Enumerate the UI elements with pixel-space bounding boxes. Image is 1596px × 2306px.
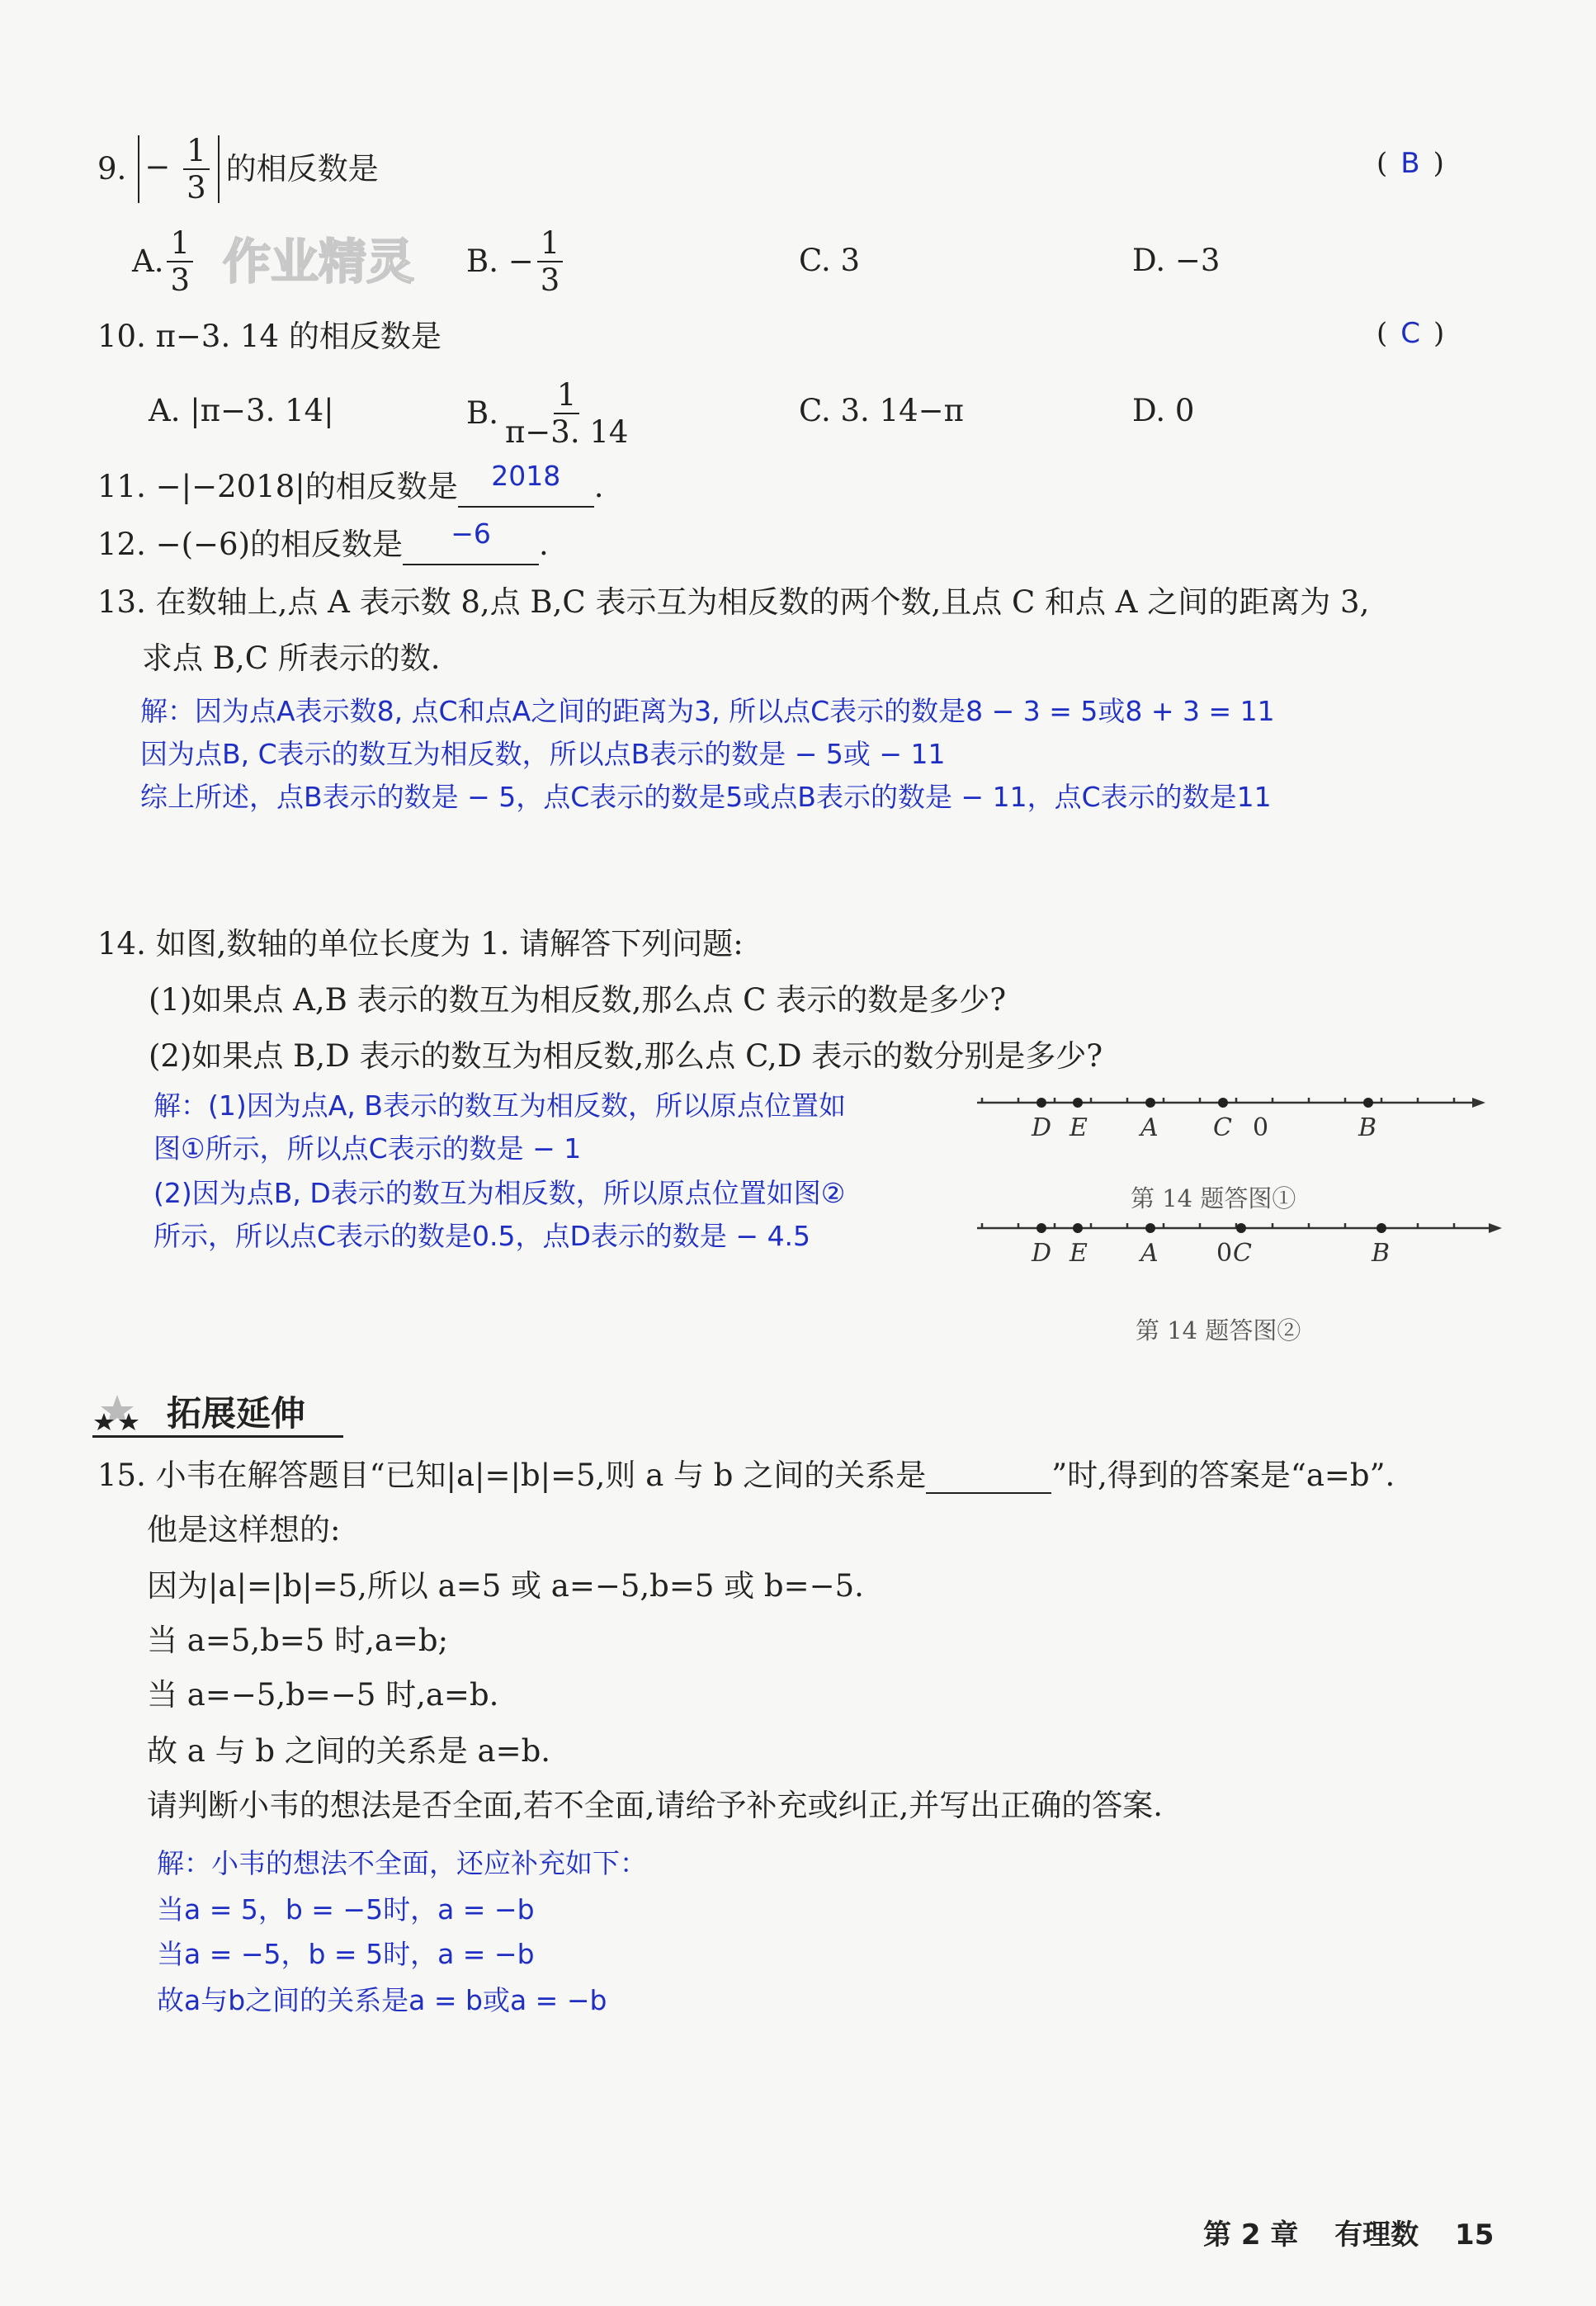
- q15-line1-part1: 15. 小韦在解答题目“已知|a|=|b|=5,则 a 与 b 之间的关系是: [97, 1458, 927, 1493]
- star-icon: [92, 1388, 167, 1438]
- q11-text: 11. −|−2018|的相反数是: [97, 469, 458, 504]
- point-a-2: [1145, 1223, 1155, 1233]
- question-13-line1: 13. 在数轴上,点 A 表示数 8,点 B,C 表示互为相反数的两个数,且点 C 和点 A 之间的距离为 3,: [97, 584, 1370, 620]
- footer-chapter: 第 2 章: [1203, 2219, 1299, 2252]
- number-line-figure-2: [966, 1207, 1510, 1273]
- q11-blank: [458, 460, 594, 508]
- q11-answer: 2018: [491, 460, 561, 492]
- q12-blank: [403, 517, 539, 565]
- q12-answer: −6: [451, 517, 491, 550]
- q9-option-a-label: A.: [132, 243, 164, 279]
- point-c-2: [1236, 1223, 1246, 1233]
- label-c-2: C: [1233, 1239, 1252, 1268]
- footer-title: 有理数: [1334, 2219, 1419, 2252]
- question-14-line1: 14. 如图,数轴的单位长度为 1. 请解答下列问题:: [97, 926, 744, 962]
- question-15-line5: 当 a=−5,b=−5 时,a=b.: [147, 1677, 499, 1713]
- q13-solution-line3: 综上所述，点B表示的数是 − 5，点C表示的数是5或点B表示的数是 − 11，点C表示的数是11: [140, 781, 1272, 813]
- question-15-line3: 因为|a|=|b|=5,所以 a=5 或 a=−5,b=5 或 b=−5.: [147, 1568, 864, 1604]
- q9-option-a-den: 3: [170, 262, 191, 298]
- footer-page-number: 15: [1455, 2219, 1494, 2252]
- q15-solution-line3: 当a = −5，b = 5时，a = −b: [157, 1938, 535, 1970]
- label-d-1: D: [1032, 1113, 1052, 1142]
- q9-answer: B: [1400, 147, 1420, 180]
- q13-solution-line1: 解：因为点A表示数8, 点C和点A之间的距离为3, 所以点C表示的数是8 − 3 = 5或8 + 3 = 11: [140, 695, 1275, 727]
- label-e-2: E: [1070, 1239, 1088, 1268]
- label-e-1: E: [1070, 1113, 1088, 1142]
- q9-option-a-fraction: [167, 225, 193, 298]
- q9-frac-den: 3: [187, 170, 206, 206]
- q9-option-a-num: 1: [167, 228, 193, 262]
- question-15-line6: 故 a 与 b 之间的关系是 a=b.: [147, 1733, 551, 1769]
- question-15-line7: 请判断小韦的想法是否全面,若不全面,请给予补充或纠正,并写出正确的答案.: [147, 1788, 1164, 1823]
- q10-option-b-fraction: [502, 377, 631, 450]
- q9-option-c: C. 3: [799, 243, 861, 278]
- point-e-1: [1073, 1098, 1083, 1108]
- point-d-1: [1036, 1098, 1046, 1108]
- figure-1-caption: 第 14 题答图①: [1131, 1184, 1296, 1212]
- q9-option-a: [132, 224, 196, 299]
- q10-option-c: C. 3. 14−π: [799, 393, 964, 428]
- q9-fraction: [183, 133, 210, 206]
- question-10: 10. π−3. 14 的相反数是: [97, 319, 441, 354]
- section-title: 拓展延伸: [167, 1393, 306, 1434]
- question-14-line3: (2)如果点 B,D 表示的数互为相反数,那么点 C,D 表示的数分别是多少?: [149, 1038, 1103, 1074]
- q10-option-b: [466, 376, 635, 451]
- q9-option-b-num: 1: [537, 228, 564, 262]
- q9-option-b-label: B. −: [466, 243, 534, 279]
- q9-suffix: 的相反数是: [225, 151, 379, 187]
- q11-suffix: .: [593, 469, 604, 504]
- label-a-2: A: [1140, 1239, 1159, 1268]
- q14-solution-line4: 所示，所以点C表示的数是0.5，点D表示的数是 − 4.5: [153, 1220, 811, 1252]
- page-footer: [1203, 2212, 1494, 2252]
- point-a-1: [1145, 1098, 1155, 1108]
- question-15-line2: 他是这样想的:: [147, 1512, 341, 1548]
- question-15-line1: [97, 1458, 1395, 1494]
- number-line-1-axis: [977, 1098, 1485, 1108]
- q9-answer-paren: ( B ): [1376, 147, 1444, 180]
- question-14-line2: (1)如果点 A,B 表示的数互为相反数,那么点 C 表示的数是多少?: [149, 982, 1007, 1018]
- section-underline: [92, 1435, 343, 1438]
- section-header: [92, 1383, 343, 1438]
- label-0-1: 0: [1253, 1113, 1269, 1142]
- q10-option-a: A. |π−3. 14|: [149, 393, 334, 428]
- label-d-2: D: [1032, 1239, 1052, 1268]
- watermark: 作业精灵: [223, 234, 415, 290]
- label-0-2: 0: [1216, 1239, 1233, 1268]
- q9-option-b-den: 3: [540, 262, 560, 298]
- q14-solution-line3: (2)因为点B, D表示的数互为相反数，所以原点位置如图②: [153, 1177, 846, 1209]
- q9-prefix: −: [144, 149, 171, 185]
- point-b-1: [1363, 1098, 1373, 1108]
- q10-option-d: D. 0: [1132, 393, 1195, 428]
- q12-text: 12. −(−6)的相反数是: [97, 527, 404, 562]
- q15-line1-part2: ”时,得到的答案是“a=b”.: [1051, 1458, 1395, 1493]
- q15-solution-line1: 解：小韦的想法不全面，还应补充如下：: [157, 1847, 647, 1879]
- q9-absolute-value: [138, 133, 219, 206]
- q15-blank: [926, 1463, 1051, 1494]
- point-c-1: [1218, 1098, 1228, 1108]
- point-b-2: [1376, 1223, 1386, 1233]
- q9-option-d: D. −3: [1132, 243, 1221, 278]
- question-12: [97, 517, 549, 565]
- q12-suffix: .: [539, 527, 549, 562]
- q10-option-b-label: B.: [466, 395, 498, 431]
- question-15-line4: 当 a=5,b=5 时,a=b;: [147, 1623, 449, 1658]
- point-e-2: [1073, 1223, 1083, 1233]
- number-line-figure-1: [966, 1081, 1494, 1147]
- q9-number: 9.: [97, 151, 127, 187]
- q10-answer: C: [1400, 317, 1421, 350]
- label-b-2: B: [1372, 1239, 1391, 1268]
- q10-option-b-den: π−3. 14: [504, 414, 629, 450]
- q10-answer-paren: ( C ): [1376, 317, 1445, 350]
- q14-solution-line1: 解：(1)因为点A, B表示的数互为相反数，所以原点位置如: [153, 1089, 846, 1122]
- label-c-1: C: [1213, 1113, 1232, 1142]
- question-11: [97, 460, 604, 508]
- label-b-1: B: [1358, 1113, 1377, 1142]
- figure-2-caption: 第 14 题答图②: [1136, 1316, 1301, 1344]
- point-d-2: [1036, 1223, 1046, 1233]
- label-a-1: A: [1140, 1113, 1159, 1142]
- q9-option-b-fraction: [537, 225, 564, 298]
- q15-solution-line2: 当a = 5，b = −5时，a = −b: [157, 1893, 535, 1926]
- q9-option-b: [466, 224, 566, 299]
- question-13-line2: 求点 B,C 所表示的数.: [142, 640, 441, 676]
- q15-solution-line4: 故a与b之间的关系是a = b或a = −b: [157, 1984, 607, 2016]
- q14-solution-line2: 图①所示，所以点C表示的数是 − 1: [153, 1132, 582, 1165]
- question-9: [97, 132, 379, 206]
- q10-option-b-num: 1: [554, 380, 580, 414]
- q9-frac-num: 1: [183, 135, 210, 170]
- q13-solution-line2: 因为点B, C表示的数互为相反数，所以点B表示的数是 − 5或 − 11: [140, 738, 946, 770]
